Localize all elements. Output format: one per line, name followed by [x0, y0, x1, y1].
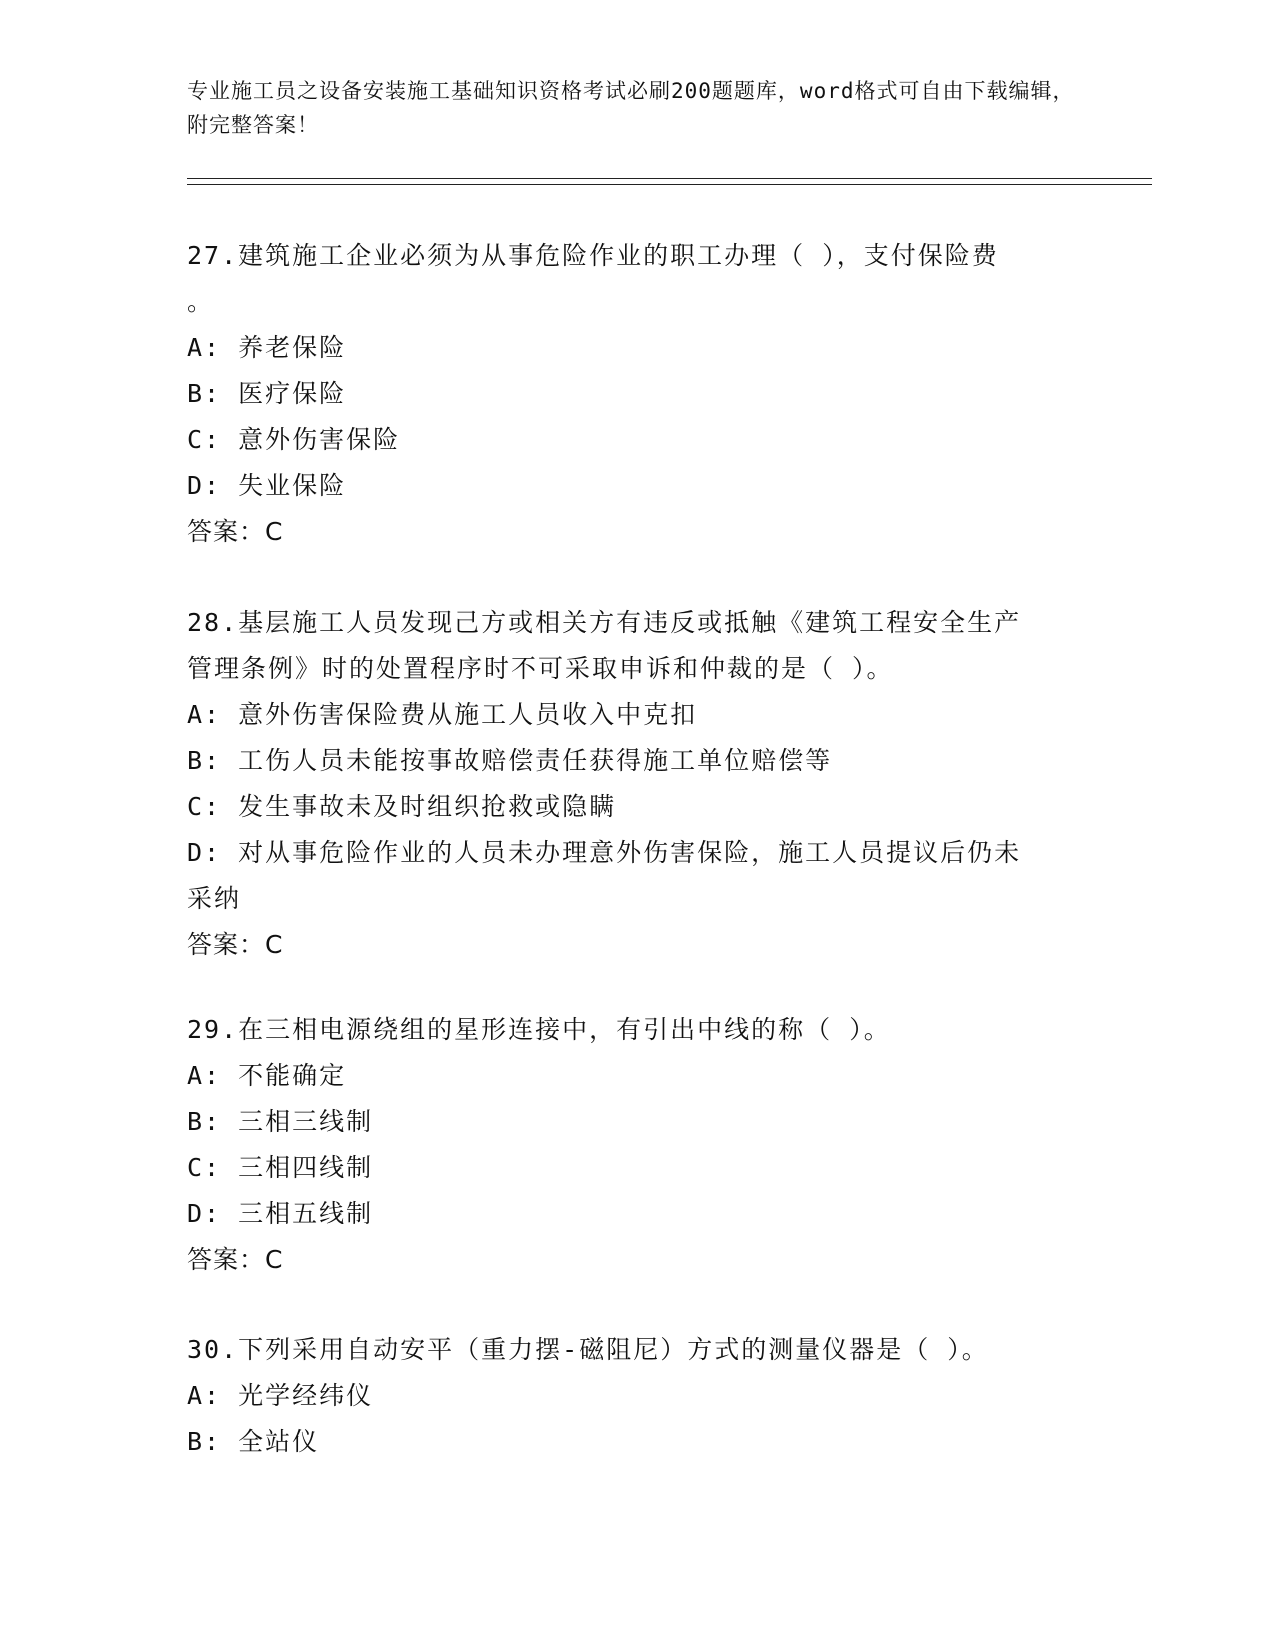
option-b: B: 全站仪 — [187, 1427, 320, 1456]
question-stem-continued: 管理条例》时的处置程序时不可采取申诉和仲裁的是（ ）。 — [187, 654, 894, 683]
header-divider-bottom — [187, 184, 1152, 185]
option-c: C: 三相四线制 — [187, 1153, 374, 1182]
question-stem: 28.基层施工人员发现己方或相关方有违反或抵触《建筑工程安全生产 — [187, 608, 1022, 637]
question-stem: 29.在三相电源绕组的星形连接中，有引出中线的称（ ）。 — [187, 1015, 891, 1044]
answer: 答案：C — [187, 1245, 284, 1274]
option-d: D: 对从事危险作业的人员未办理意外伤害保险，施工人员提议后仍未 — [187, 838, 1022, 867]
answer: 答案：C — [187, 517, 284, 546]
question-29 — [187, 1007, 1087, 1283]
option-c: C: 发生事故未及时组织抢救或隐瞒 — [187, 792, 617, 821]
option-a: A: 养老保险 — [187, 333, 347, 362]
option-a: A: 不能确定 — [187, 1061, 347, 1090]
question-stem-continued: 。 — [187, 287, 215, 316]
header-divider-top — [187, 178, 1152, 179]
option-c: C: 意外伤害保险 — [187, 425, 401, 454]
question-28 — [187, 600, 1087, 968]
option-b: B: 医疗保险 — [187, 379, 347, 408]
option-a: A: 意外伤害保险费从施工人员收入中克扣 — [187, 700, 698, 729]
option-d: D: 三相五线制 — [187, 1199, 374, 1228]
question-30 — [187, 1327, 1087, 1465]
answer: 答案：C — [187, 930, 284, 959]
option-d-continued: 采纳 — [187, 884, 242, 913]
option-b: B: 工伤人员未能按事故赔偿责任获得施工单位赔偿等 — [187, 746, 833, 775]
question-stem: 27.建筑施工企业必须为从事危险作业的职工办理（ ），支付保险费 — [187, 241, 999, 270]
document-header: 专业施工员之设备安装施工基础知识资格考试必刷200题题库，word格式可自由下载编辑，附完整答案！ — [187, 79, 1075, 137]
question-27 — [187, 233, 1087, 555]
option-b: B: 三相三线制 — [187, 1107, 374, 1136]
question-stem: 30.下列采用自动安平（重力摆-磁阻尼）方式的测量仪器是（ ）。 — [187, 1335, 989, 1364]
option-a: A: 光学经纬仪 — [187, 1381, 374, 1410]
option-d: D: 失业保险 — [187, 471, 347, 500]
